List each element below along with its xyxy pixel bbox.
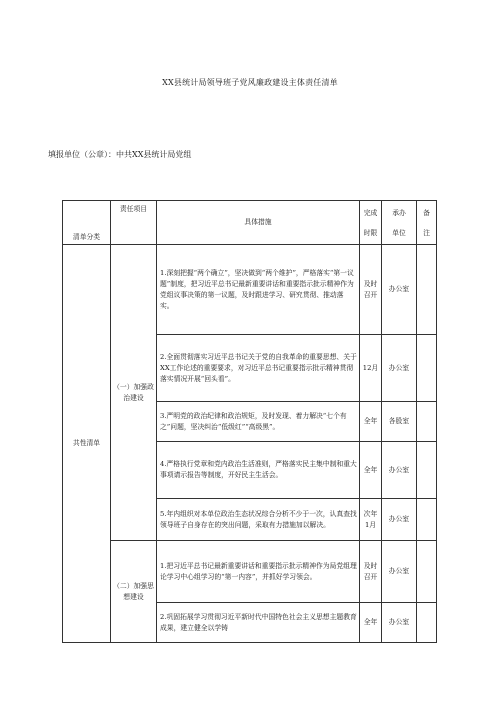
note-cell [417, 442, 437, 499]
note-cell [417, 402, 437, 442]
deadline-cell: 全年 [360, 603, 382, 643]
measure-cell: 3.严明党的政治纪律和政治规矩，及时发现、着力解决“七个有之”问题，坚决纠治“低级红”“高级黑”。 [157, 402, 360, 442]
unit-cell: 办公室 [382, 335, 417, 402]
table-row [63, 541, 437, 603]
measure-cell: 2.全面贯彻落实习近平总书记关于党的自我革命的重要思想、关于XX工作论述的重要要求，对习近平总书记重要指示批示精神贯彻落实情况开展“回头看”。 [157, 335, 360, 402]
unit-cell: 办公室 [382, 245, 417, 335]
note-cell [417, 499, 437, 541]
document-title: XX县统计局领导班子党风廉政建设主体责任清单 [162, 78, 338, 87]
reporting-unit-line: 填报单位（公章）：中共XX县统计局党组 [48, 150, 192, 159]
measure-cell: 1.深刻把握“两个确立”，坚决做到“两个维护”，严格落实“第一议题”制度，把习近平总书记最新重要讲话和重要指示批示精神作为党组议事决策的第一议题，及时跟进学习、研究贯彻、推动落实。 [157, 245, 360, 335]
header-deadline [360, 201, 382, 245]
item-cell-political: （一）加强政治建设 [111, 245, 157, 541]
table-row [63, 245, 437, 335]
responsibility-table [62, 200, 437, 643]
unit-cell: 办公室 [382, 541, 417, 603]
unit-cell: 办公室 [382, 603, 417, 643]
header-note [417, 201, 437, 245]
header-unit [382, 201, 417, 245]
header-category: 清单分类 [63, 201, 111, 245]
note-cell [417, 541, 437, 603]
unit-cell: 各股室 [382, 402, 417, 442]
header-row [63, 201, 437, 245]
unit-cell: 办公室 [382, 442, 417, 499]
item-cell-ideological: （二）加强思想建设 [111, 541, 157, 643]
note-cell [417, 245, 437, 335]
deadline-cell: 及时召开 [360, 245, 382, 335]
measure-cell: 4.严格执行党章和党内政治生活准则，严格落实民主集中制和重大事项请示报告等制度，开好民主生活会。 [157, 442, 360, 499]
note-cell [417, 335, 437, 402]
note-cell [417, 603, 437, 643]
header-unit-line-1: 承办 [392, 208, 406, 217]
header-note-line-2: 注 [423, 228, 430, 237]
measure-cell: 5.年内组织对本单位政治生态状况综合分析不少于一次，认真查找领导班子自身存在的突出问题，采取有力措施加以解决。 [157, 499, 360, 541]
deadline-cell: 全年 [360, 402, 382, 442]
deadline-cell: 及时召开 [360, 541, 382, 603]
deadline-cell: 全年 [360, 442, 382, 499]
header-unit-line-2: 单位 [392, 228, 406, 237]
measure-cell: 1.把习近平总书记最新重要讲话和重要指示批示精神作为局党组理论学习中心组学习的“第一内容”，并抓好学习领会。 [157, 541, 360, 603]
category-cell: 共性清单 [63, 245, 111, 643]
unit-cell: 办公室 [382, 499, 417, 541]
header-measure: 具体措施 [157, 201, 360, 245]
measure-cell: 2.巩固拓展学习贯彻习近平新时代中国特色社会主义思想主题教育成果，建立健全以学铸 [157, 603, 360, 643]
header-deadline-line-2: 时限 [363, 228, 378, 237]
header-note-line-1: 备 [423, 208, 430, 217]
deadline-cell: 12月 [360, 335, 382, 402]
deadline-cell: 次年1月 [360, 499, 382, 541]
header-item: 责任项目 [111, 201, 157, 245]
header-deadline-line-1: 完成 [363, 208, 378, 217]
